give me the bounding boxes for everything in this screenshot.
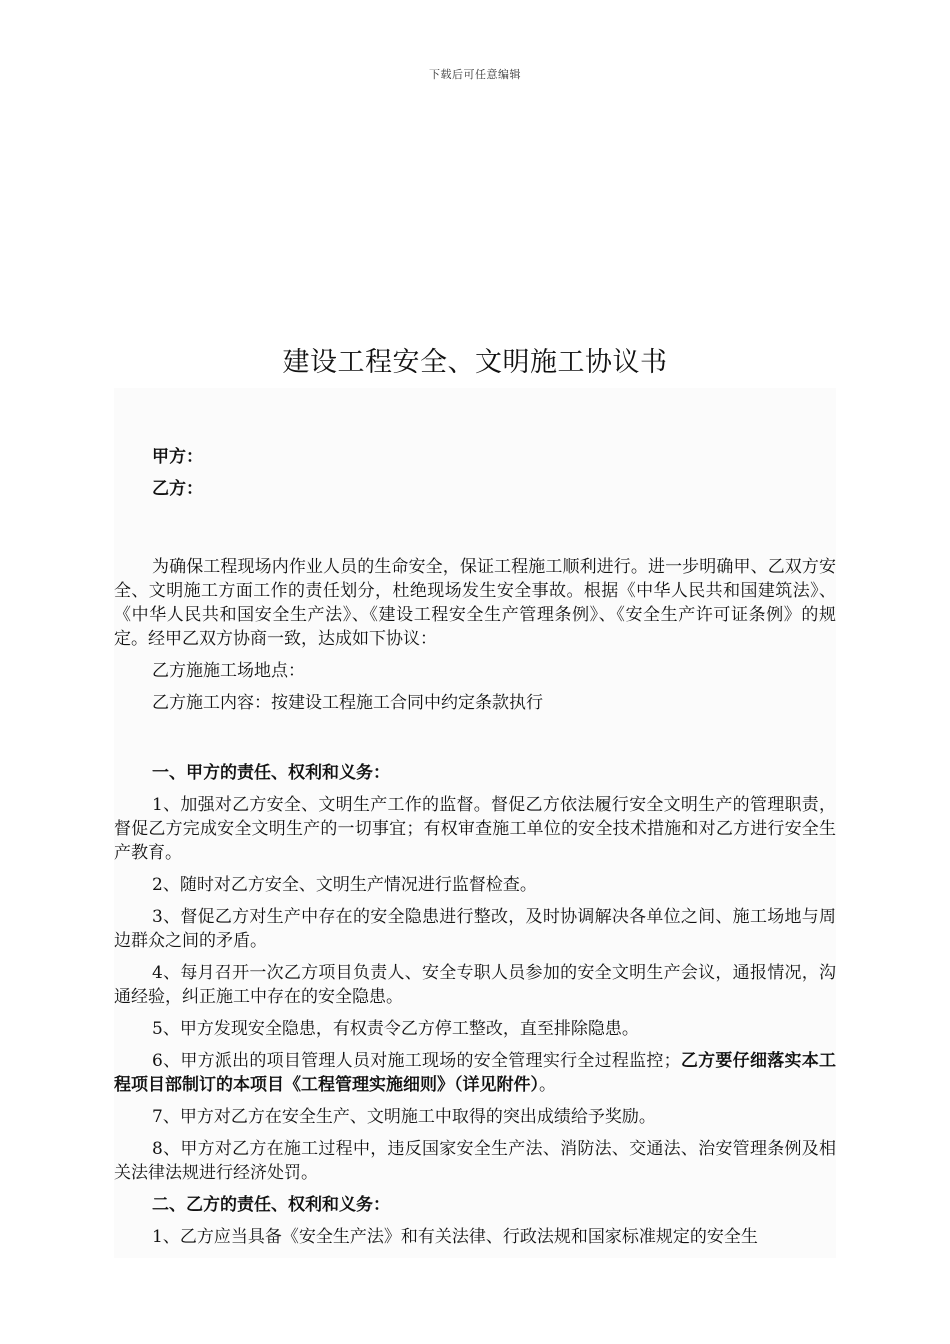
item-6-text: 6、甲方派出的项目管理人员对施工现场的安全管理实行全过程监控； (152, 1051, 681, 1071)
section-1-item: 5、甲方发现安全隐患，有权责令乙方停工整改，直至排除隐患。 (152, 1019, 639, 1039)
item-6-end: 。 (539, 1075, 556, 1095)
section-2-item: 1、乙方应当具备《安全生产法》和有关法律、行政法规和国家标准规定的安全生 (152, 1227, 758, 1247)
header-note: 下载后可任意编辑 (429, 68, 521, 81)
section-1-item: 2、随时对乙方安全、文明生产情况进行监督检查。 (152, 875, 537, 895)
item-6-emphasis: 乙方要仔细落实本工程项目部制订的本项目《工程管理实施细则》（详见附件） (114, 1051, 836, 1095)
section-1-item: 1、加强对乙方安全、文明生产工作的监督。督促乙方依法履行安全文明生产的管理职责，督促乙方完成安全文明生产的一切事宜；有权审查施工单位的安全技术措施和对乙方进行安全生产教育。 (114, 795, 836, 863)
document-body (114, 445, 836, 1249)
section-1-item-6 (114, 1049, 836, 1097)
party-b-label: 乙方： (152, 479, 203, 499)
site-line: 乙方施施工场地点： (152, 661, 305, 681)
section-2-heading: 二、乙方的责任、权利和义务： (152, 1195, 390, 1215)
intro-paragraph: 为确保工程现场内作业人员的生命安全，保证工程施工顺利进行。进一步明确甲、乙双方安全、文明施工方面工作的责任划分，杜绝现场发生安全事故。根据《中华人民共和国建筑法》、《中华人民共和国安全生产法》、《建设工程安全生产管理条例》、《安全生产许可证条例》的规定。经甲乙双方协商一致，达成如下协议： (114, 557, 836, 649)
party-a-label: 甲方： (152, 447, 203, 467)
section-1-item: 7、甲方对乙方在安全生产、文明施工中取得的突出成绩给予奖励。 (152, 1107, 656, 1127)
section-1-item: 8、甲方对乙方在施工过程中，违反国家安全生产法、消防法、交通法、治安管理条例及相关法律法规进行经济处罚。 (114, 1139, 836, 1183)
section-1-item: 3、督促乙方对生产中存在的安全隐患进行整改，及时协调解决各单位之间、施工场地与周边群众之间的矛盾。 (114, 907, 836, 951)
document-title: 建设工程安全、文明施工协议书 (282, 347, 668, 379)
scope-line: 乙方施工内容：按建设工程施工合同中约定条款执行 (152, 693, 543, 713)
section-1-heading: 一、甲方的责任、权利和义务： (152, 763, 390, 783)
section-1-item: 4、每月召开一次乙方项目负责人、安全专职人员参加的安全文明生产会议，通报情况，沟通经验，纠正施工中存在的安全隐患。 (114, 963, 836, 1007)
